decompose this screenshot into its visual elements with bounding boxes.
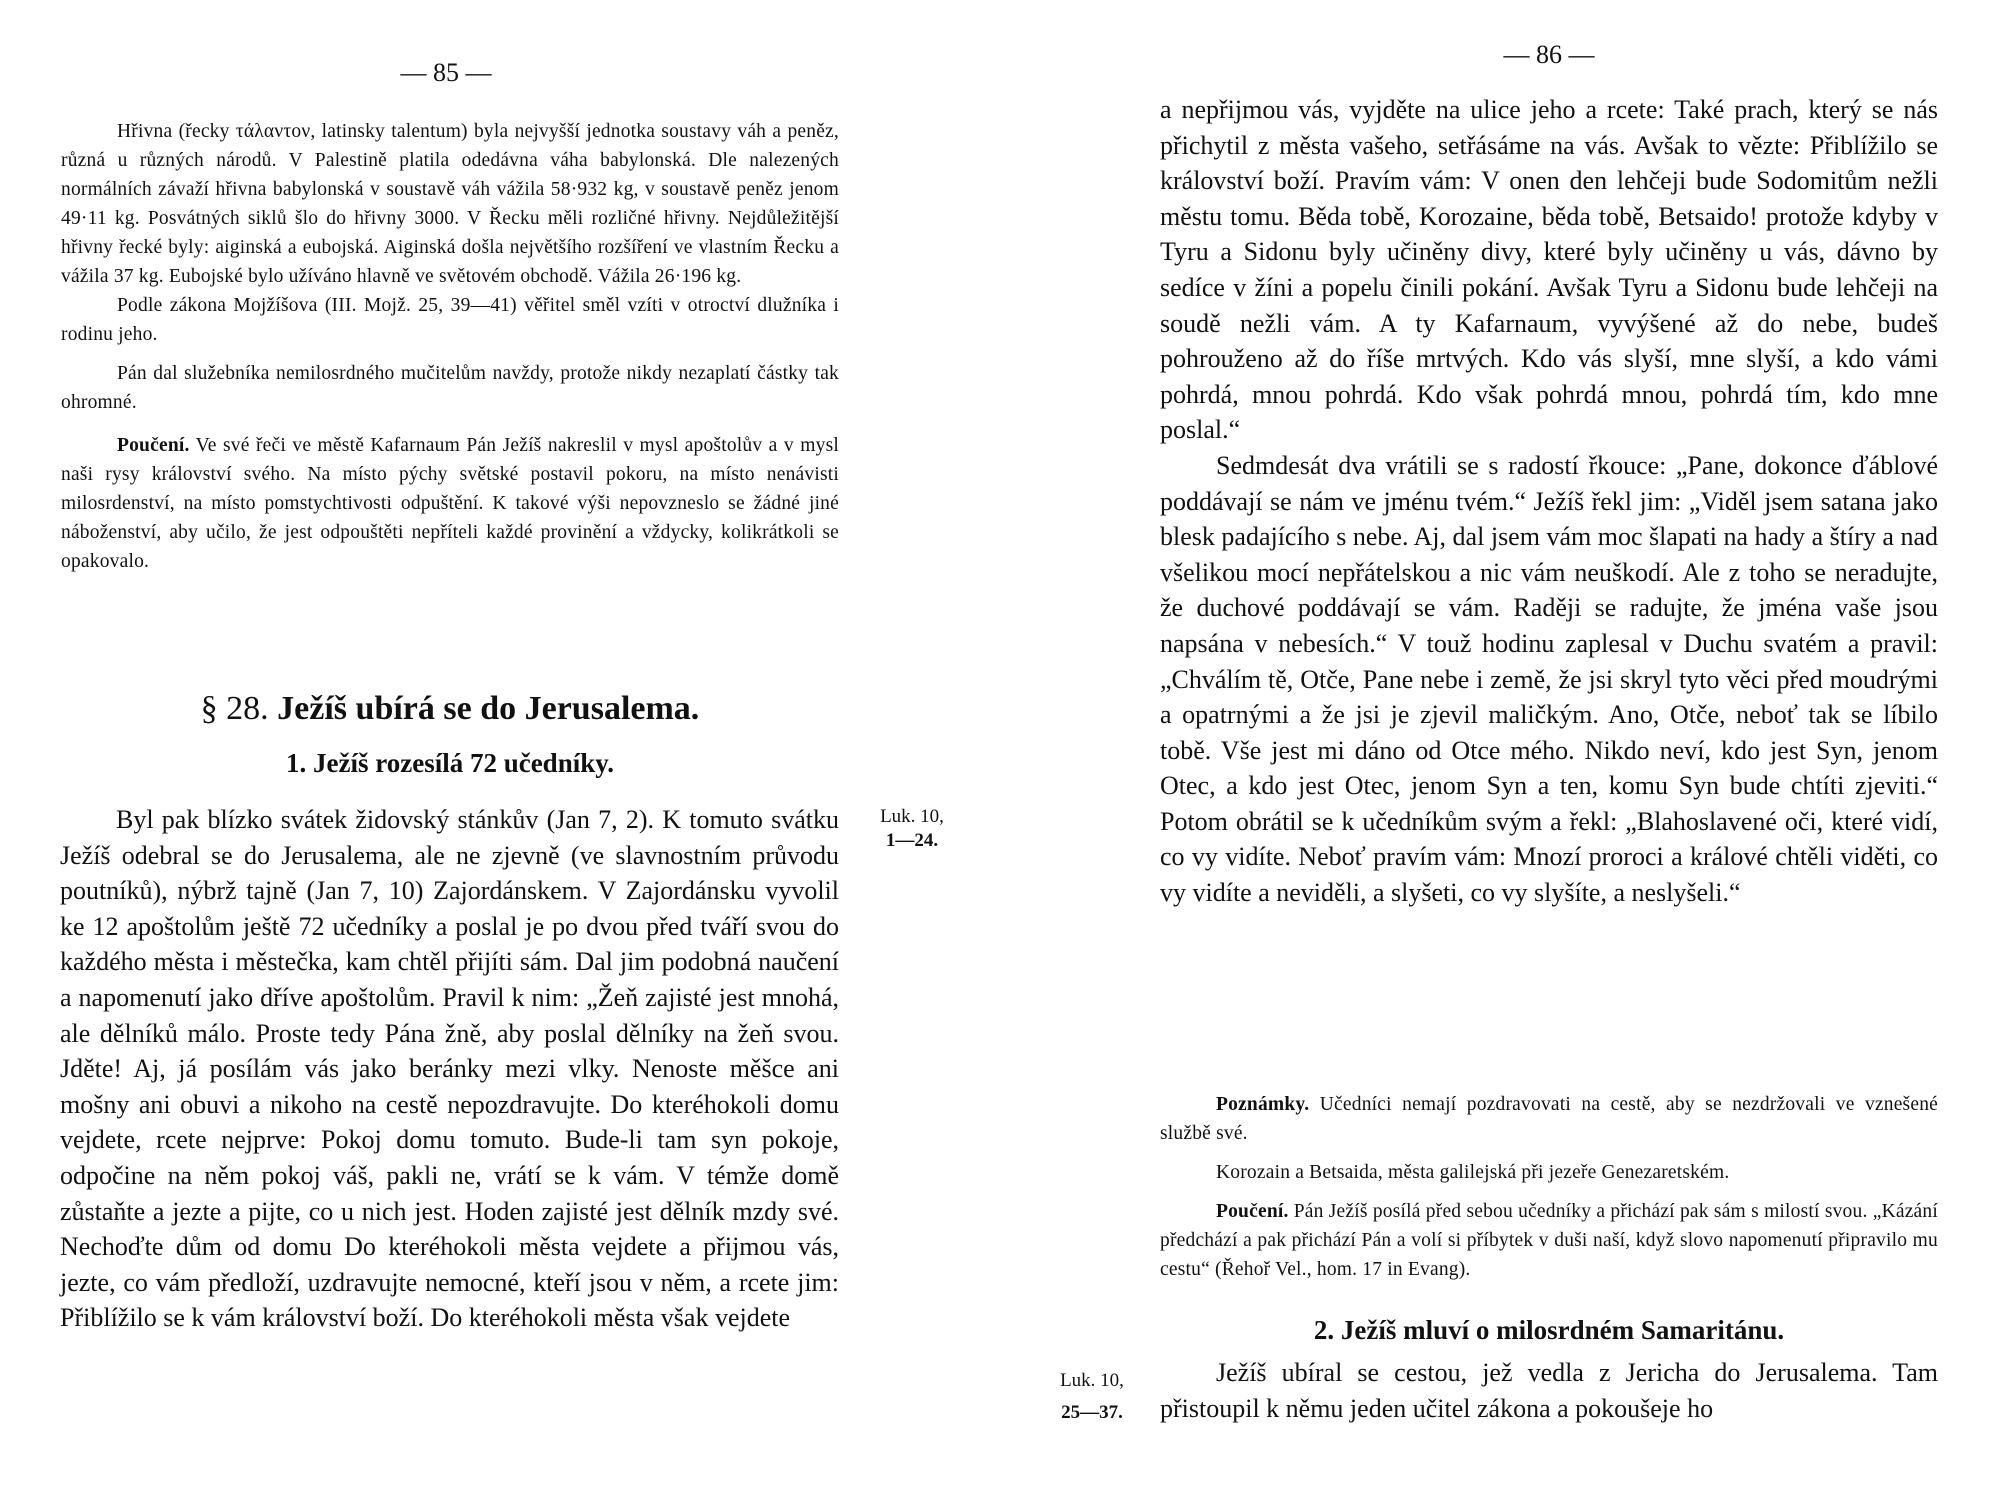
notes-paragraph <box>1160 1090 1938 1148</box>
reference-verses: 1—24. <box>885 830 939 851</box>
notes-text: Učedníci nemají pozdravovati na cestě, aby se nezdržovali ve vznešené službě své. <box>1160 1094 1938 1144</box>
right-page <box>997 0 1994 1500</box>
lesson-text: Ve své řeči ve městě Kafarnaum Pán Ježíš nakreslil v mysl apoštolův a v mysl naši rysy království svého. Na místo pýchy světské postavil pokoru, na místo nenávisti milosrdenství, na místo pomstychtivosti odpuštění. K takové výši nepovzneslo se žádné jiné náboženství, aby učilo, že jest odpouštěti nepříteli každé provinění a vždycky, kolikrátkoli se opakovalo. <box>61 435 839 572</box>
note-paragraph: Podle zákona Mojžíšova (III. Mojž. 25, 39—41) věřitel směl vzíti v otroctví dlužníka i rodinu jeho. <box>61 295 839 345</box>
margin-reference <box>862 805 962 853</box>
reference-book: Luk. 10, <box>1060 1370 1124 1391</box>
margin-reference <box>1042 1365 1142 1429</box>
notes-label: Poznámky. <box>1216 1094 1310 1115</box>
lesson-paragraph <box>61 431 839 576</box>
main-text-block <box>1160 92 1938 911</box>
note-paragraph: Pán dal služebníka nemilosrdného mučitelům navždy, protože nikdy nezaplatí částky tak ohromné. <box>61 363 839 413</box>
footnotes-block <box>61 117 839 576</box>
lesson-label: Poučení. <box>117 435 190 456</box>
body-paragraph: Byl pak blízko svátek židovský stánkův (Jan 7, 2). K tomuto svátku Ježíš odebral se do Jerusalema, ale ne zjevně (ve slavnostním průvodu poutníků), nýbrž tajně (Jan 7, 10) Zajordánskem. V Zajordánsku vyvolil ke 12 apoštolům ještě 72 učedníky a poslal je po dvou před tváří svou do každého města i městečka, kam chtěl přijíti sám. Dal jim podobná naučení a napomenutí jako dříve apoštolům. Pravil k nim: „Žeň zajisté jest mnohá, ale dělníků málo. Proste tedy Pána žně, aby poslal dělníky na žeň svou. Jděte! Aj, já posílám vás jako beránky mezi vlky. Nenoste měšce ani mošny ani obuvi a nikoho na cestě nepozdravujte. Do kteréhokoli domu vejdete, rcete nejprve: Pokoj domu tomuto. Bude-li tam syn pokoje, odpočine na něm pokoj váš, pakli ne, vrátí se k vám. V témže domě zůstaňte a jezte a pijte, co u nich jest. Hoden zajisté jest dělník mzdy své. Nechoďte dům od domu Do kteréhokoli města vejdete a přijmou vás, jezte, co vám předloží, uzdravujte nemocné, kteří jsou v něm, a rcete jim: Přiblížilo se k vám království boží. Do kteréhokoli města však vejdete <box>60 805 839 1333</box>
main-text-block <box>60 802 839 1336</box>
subsection-heading: 2. Ježíš mluví o milosrdném Samaritánu. <box>1313 1315 1785 1345</box>
notes-paragraph: Korozain a Betsaida, města galilejská při jezeře Genezaretském. <box>1216 1162 1730 1183</box>
lesson-text: Pán Ježíš posílá před sebou učedníky a přichází pak sám s milostí svou. „Kázání předchází a pak přichází Pán a volí si příbytek v duši naší, když slovo napomenutí připravilo mu cestu“ (Řehoř Vel., hom. 17 in Evang). <box>1160 1201 1938 1280</box>
page-number: — 85 — <box>400 58 492 87</box>
body-paragraph: a nepřijmou vás, vyjděte na ulice jeho a rcete: Také prach, který se nás přichytil z města vašeho, setřásáme na vás. Avšak to vězte: Přiblížilo se království boží. Pravím vám: V onen den lehčeji bude Sodomitům nežli městu tomu. Běda tobě, Korozaine, běda tobě, Betsaido! protože kdyby v Tyru a Sidonu byly učiněny divy, které byly učiněny u vás, dávno by sedíce v žíni a popelu činili pokání. Avšak Tyru a Sidonu bude lehčeji na soudě nežli vám. A ty Kafarnaum, vyvýšené až do nebe, budeš pohrouženo až do říše mrtvých. Kdo vás slyší, mne slyší, a kdo vámi pohrdá, mnou pohrdá. Kdo však pohrdá mnou, pohrdá tím, kdo mne poslal.“ <box>1160 95 1938 445</box>
subsection-heading: 1. Ježíš rozesílá 72 učedníky. <box>286 748 614 778</box>
reference-book: Luk. 10, <box>880 806 944 827</box>
notes-block <box>1160 1090 1938 1284</box>
section-number: § 28. <box>200 690 269 727</box>
note-paragraph: Hřivna (řecky τάλαντον, latinsky talentum) byla nejvyšší jednotka soustavy váh a peněz, různá u různých národů. V Palestině platila odedávna váha babylonská. Dle nalezených normálních závaží hřivna babylonská v soustavě váh vážila 58·932 kg, v soustavě peněz jenom 49·11 kg. Posvátných siklů šlo do hřivny 3000. V Řecku měli rozličné hřivny. Nejdůležitější hřivny řecké byly: aiginská a eubojská. Aiginská došla největšího rozšíření ve vlastním Řecku a vážila 37 kg. Eubojské bylo užíváno hlavně ve světovém obchodě. Vážila 26·196 kg. <box>61 121 839 287</box>
section-title: Ježíš ubírá se do Jerusalema. <box>268 690 700 727</box>
reference-verses: 25—37. <box>1061 1402 1123 1423</box>
main-text-block <box>1160 1355 1938 1426</box>
page-number: — 86 — <box>1503 40 1595 69</box>
lesson-paragraph <box>1160 1197 1938 1284</box>
lesson-label: Poučení. <box>1216 1201 1289 1222</box>
section-heading <box>0 690 900 728</box>
body-paragraph: Ježíš ubíral se cestou, jež vedla z Jericha do Jerusalema. Tam přistoupil k němu jeden učitel zákona a pokoušeje ho <box>1160 1358 1938 1423</box>
body-paragraph: Sedmdesát dva vrátili se s radostí řkouce: „Pane, dokonce ďáblové poddávají se nám ve jménu tvém.“ Ježíš řekl jim: „Viděl jsem satana jako blesk padajícího s nebe. Aj, dal jsem vám moc šlapati na hady a štíry a nad všelikou mocí nepřátelskou a nic vám neuškodí. Ale z toho se neradujte, že duchové poddávají se vám. Raději se radujte, že jména vaše jsou napsána v nebesích.“ V touž hodinu zaplesal v Duchu svatém a pravil: „Chválím tě, Otče, Pane nebe i země, že jsi skryl tyto věci před moudrými a opatrnými a že jsi je zjevil maličkým. Ano, Otče, neboť tak se líbilo tobě. Vše jest mi dáno od Otce mého. Nikdo neví, kdo jest Syn, jenom Otec, a kdo jest Otec, jenom Syn a ten, komu Syn bude chtíti zjeviti.“ Potom obrátil se k učedníkům svým a řekl: „Blahoslavené oči, které vidí, co vy vidíte. Neboť pravím vám: Mnozí proroci a králové chtěli viděti, co vy vidíte a neviděli, a slyšeti, co vy slyšíte, a neslyšeli.“ <box>1160 450 1938 908</box>
